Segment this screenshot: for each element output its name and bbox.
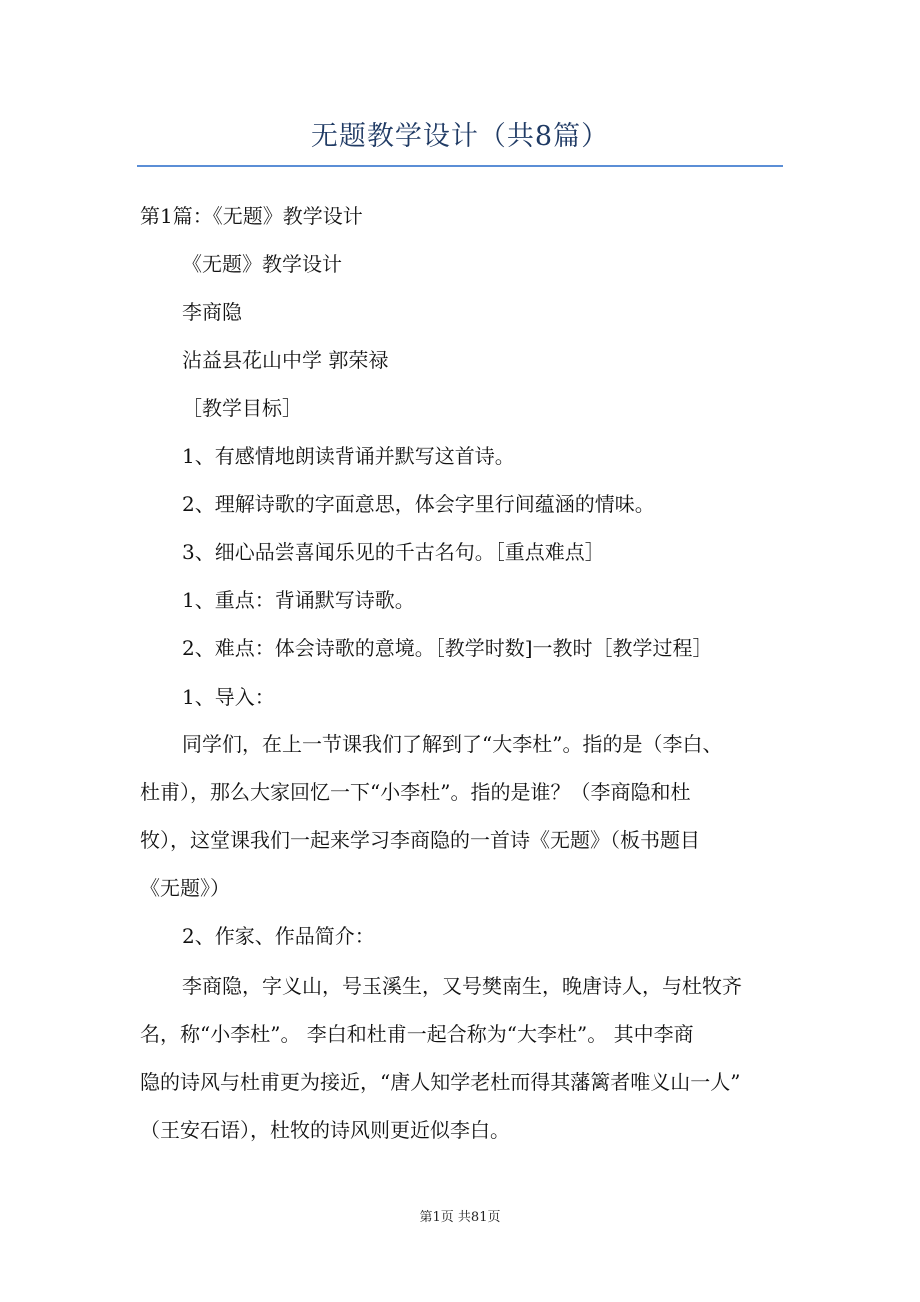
text-line: 李商隐 [182, 300, 242, 324]
text-line: 2、难点：体会诗歌的意境。［教学时数]一教时［教学过程］ [182, 636, 713, 660]
text-line: 李商隐，字义山，号玉溪生，又号樊南生，晚唐诗人，与杜牧齐 [182, 974, 742, 998]
text-line: 第1篇：《无题》教学设计 [140, 204, 363, 228]
text-line: 1、导入： [182, 685, 275, 709]
text-line: 2、作家、作品简介： [182, 924, 375, 948]
document-title: 无题教学设计（共8篇） [310, 121, 610, 152]
text-line: 2、理解诗歌的字面意思，体会字里行间蕴涵的情味。 [182, 492, 655, 516]
text-line: 1、有感情地朗读背诵并默写这首诗。 [182, 444, 515, 468]
text-line: 《无题》教学设计 [182, 252, 342, 276]
text-line: 牧），这堂课我们一起来学习李商隐的一首诗《无题》（板书题目 [140, 828, 700, 852]
text-line: 隐的诗风与杜甫更为接近，“唐人知学老杜而得其藩篱者唯义山一人” [140, 1070, 741, 1094]
title-divider [137, 165, 783, 167]
text-line: 杜甫），那么大家回忆一下“小李杜”。指的是谁？（李商隐和杜 [140, 780, 691, 804]
text-line: 同学们，在上一节课我们了解到了“大李杜”。指的是（李白、 [182, 732, 723, 756]
text-line: 1、重点：背诵默写诗歌。 [182, 588, 415, 612]
page-footer: 第1页 共81页 [419, 1210, 501, 1225]
text-line: 名，称“小李杜”。 李白和杜甫一起合称为“大李杜”。 其中李商 [140, 1022, 694, 1046]
text-line: 《无题》） [140, 876, 230, 900]
text-line: ［教学目标］ [182, 396, 302, 420]
text-line: 沾益县花山中学 郭荣禄 [182, 348, 389, 372]
text-line: （王安石语），杜牧的诗风则更近似李白。 [140, 1118, 510, 1142]
text-line: 3、细心品尝喜闻乐见的千古名句。［重点难点］ [182, 540, 605, 564]
